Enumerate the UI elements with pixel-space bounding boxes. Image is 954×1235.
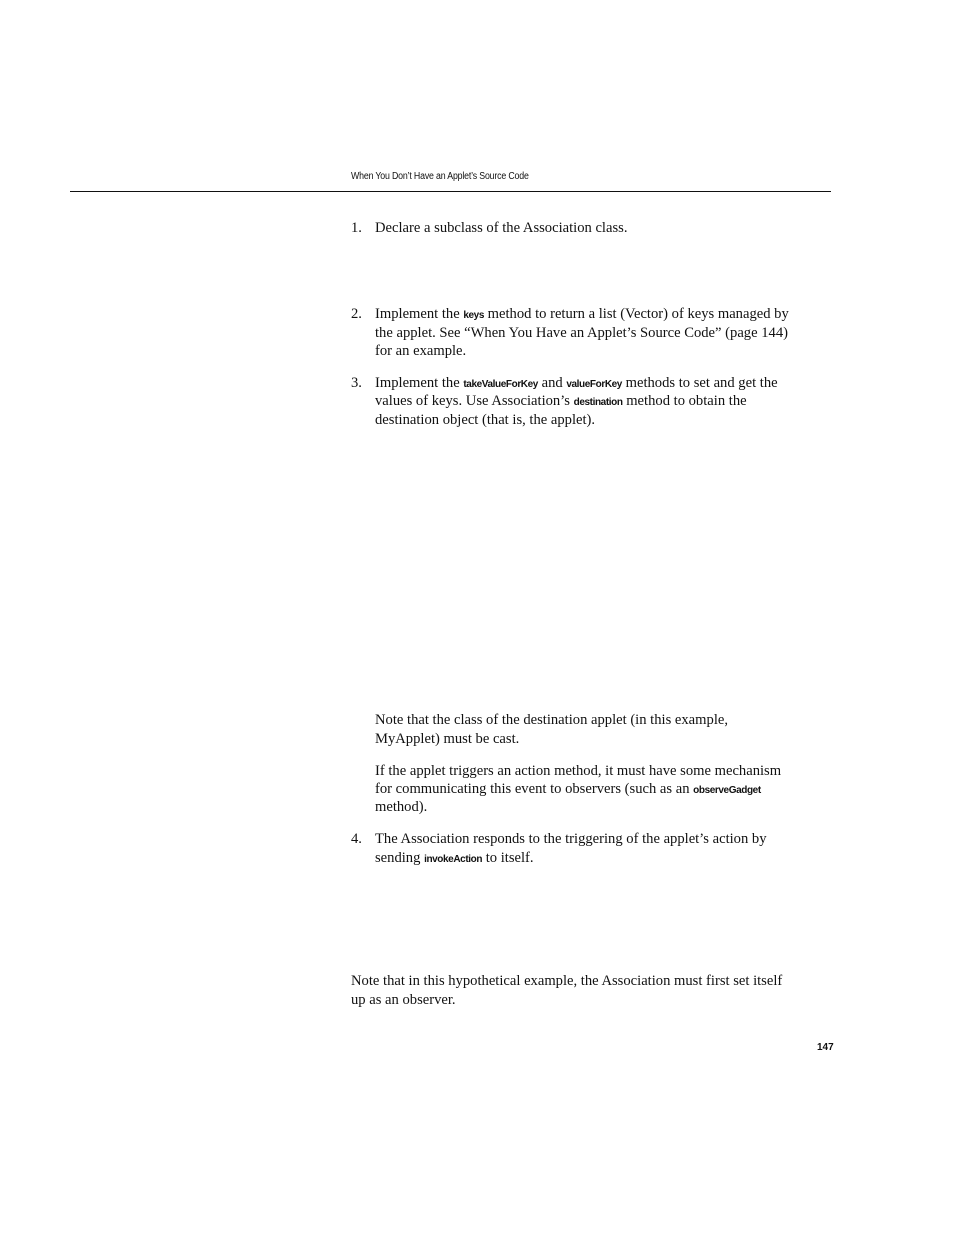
note-text: If the applet triggers an action method, it must have some mechanism (375, 763, 782, 779)
header-rule (70, 191, 831, 192)
note-text: Note that the class of the destination applet (in this example, (375, 712, 728, 728)
code-invokeAction: invokeAction (424, 854, 483, 865)
step-number: 4. (351, 831, 362, 847)
note-text: for communicating this event to observers (such as an observeGadget (375, 781, 761, 797)
step-number: 1. (351, 220, 362, 236)
page-number: 147 (817, 1042, 834, 1053)
step-number: 3. (351, 375, 362, 391)
note-text: MyApplet) must be cast. (375, 731, 520, 747)
step-text: Implement the takeValueForKey and valueForKey methods to set and get the (375, 375, 778, 391)
code-takeValueForKey: takeValueForKey (463, 379, 538, 390)
step-text: the applet. See “When You Have an Applet’s Source Code” (page 144) (375, 325, 788, 341)
step-text: sending invokeAction to itself. (375, 850, 534, 866)
note-text: method). (375, 799, 428, 815)
step-number: 2. (351, 306, 362, 322)
code-destination: destination (573, 397, 623, 408)
step-text: for an example. (375, 343, 467, 359)
running-header: When You Don’t Have an Applet’s Source Code (351, 171, 529, 182)
code-valueForKey: valueForKey (566, 379, 622, 390)
code-keys: keys (463, 310, 485, 321)
body-paragraph: up as an observer. (351, 992, 456, 1008)
step-text: destination object (that is, the applet). (375, 412, 596, 428)
body-paragraph: Note that in this hypothetical example, the Association must first set itself (351, 973, 783, 989)
step-text: The Association responds to the triggering of the applet’s action by (375, 831, 767, 847)
step-text: values of keys. Use Association’s destination method to obtain the (375, 393, 747, 409)
step-text: Declare a subclass of the Association class. (375, 220, 628, 236)
step-text: Implement the keys method to return a list (Vector) of keys managed by (375, 306, 789, 322)
code-observeGadget: observeGadget (693, 785, 761, 796)
